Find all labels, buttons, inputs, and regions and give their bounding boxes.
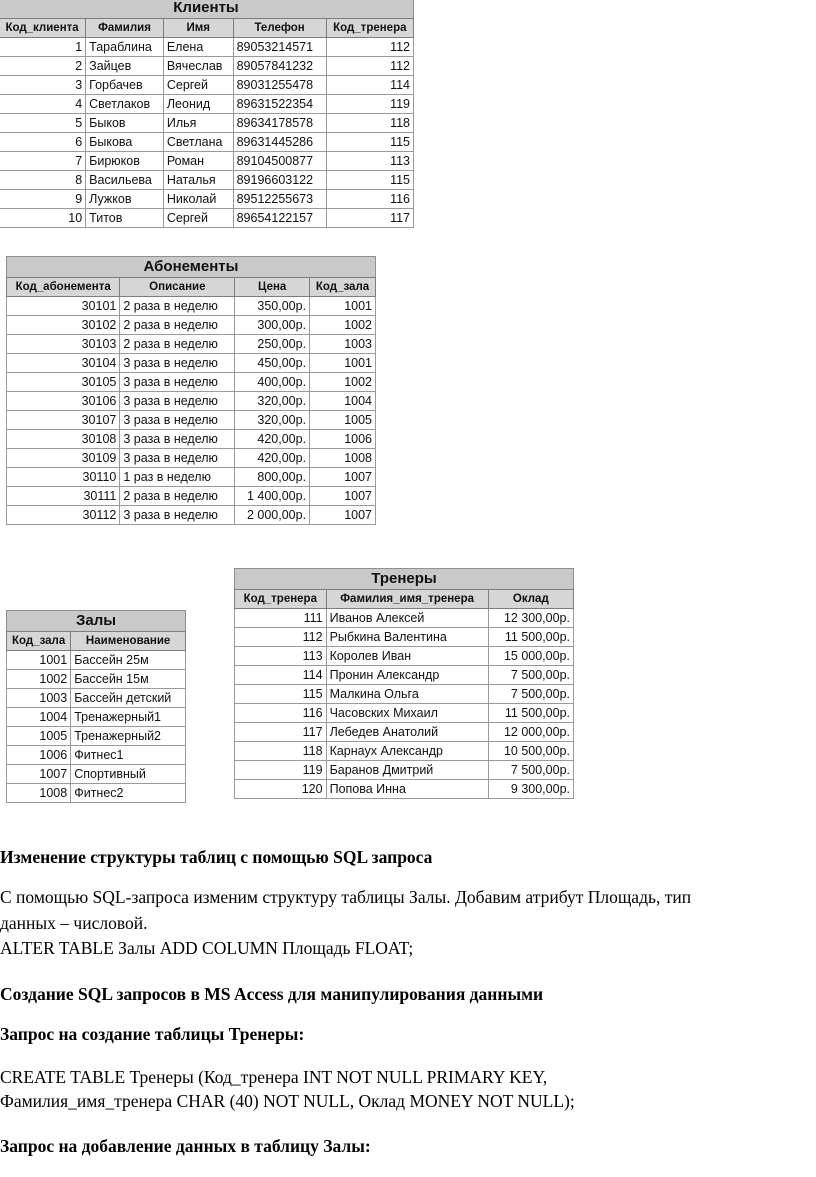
- table-cell: 112: [326, 57, 413, 76]
- table-row: [235, 761, 574, 780]
- table-cell: 115: [235, 685, 327, 704]
- table-cell: 2 000,00р.: [235, 506, 310, 525]
- sql-create-line2: Фамилия_имя_тренера CHAR (40) NOT NULL, Оклад MONEY NOT NULL);: [0, 1091, 575, 1111]
- column-header: Описание: [120, 278, 235, 297]
- table-row: [0, 38, 414, 57]
- table-cell: 400,00р.: [235, 373, 310, 392]
- table-cell: 420,00р.: [235, 430, 310, 449]
- table-cell: 117: [326, 209, 413, 228]
- table-cell: 7: [0, 152, 86, 171]
- table-cell: 1008: [7, 784, 71, 803]
- table-cell: Бассейн 15м: [71, 670, 186, 689]
- heading-create-queries: Создание SQL запросов в MS Access для манипулирования данными: [0, 984, 544, 1004]
- table-cell: Быков: [86, 114, 164, 133]
- table-cell: 1007: [310, 487, 376, 506]
- table-header-row: [0, 19, 414, 38]
- table-row: [7, 373, 376, 392]
- table-cell: Лужков: [86, 190, 164, 209]
- table-cell: Николай: [163, 190, 233, 209]
- table-cell: Фитнес1: [71, 746, 186, 765]
- table-cell: Горбачев: [86, 76, 164, 95]
- table-cell: Светлаков: [86, 95, 164, 114]
- table-row: [235, 723, 574, 742]
- table-cell: Бирюков: [86, 152, 164, 171]
- table-cell: 30107: [7, 411, 120, 430]
- table-row: [7, 430, 376, 449]
- table-cell: 1 раз в неделю: [120, 468, 235, 487]
- table-cell: Малкина Ольга: [326, 685, 488, 704]
- table-cell: 1001: [310, 354, 376, 373]
- table-cell: Спортивный: [71, 765, 186, 784]
- table-cell: 1003: [7, 689, 71, 708]
- table-cell: Рыбкина Валентина: [326, 628, 488, 647]
- table-cell: 3 раза в неделю: [120, 373, 235, 392]
- table-cell: 89634178578: [233, 114, 326, 133]
- table-cell: Васильева: [86, 171, 164, 190]
- table-cell: 12 000,00р.: [488, 723, 573, 742]
- table-row: [0, 190, 414, 209]
- table-cell: Елена: [163, 38, 233, 57]
- table-cell: 89631445286: [233, 133, 326, 152]
- table-row: [7, 765, 186, 784]
- paragraph-alter-line1: С помощью SQL-запроса изменим структуру таблицы Залы. Добавим атрибут Площадь, тип: [0, 887, 692, 907]
- table-row: [7, 411, 376, 430]
- table-row: [0, 57, 414, 76]
- table-cell: 1001: [7, 651, 71, 670]
- table-cell: 89031255478: [233, 76, 326, 95]
- table-cell: 89057841232: [233, 57, 326, 76]
- table-row: [7, 708, 186, 727]
- table-row: [7, 392, 376, 411]
- sql-create-line1: CREATE TABLE Тренеры (Код_тренера INT NOT NULL PRIMARY KEY,: [0, 1067, 548, 1087]
- table-row: [7, 689, 186, 708]
- table-cell: Бассейн 25м: [71, 651, 186, 670]
- column-header: Оклад: [488, 590, 573, 609]
- table-row: [0, 76, 414, 95]
- table-cell: 112: [326, 38, 413, 57]
- table-cell: 1008: [310, 449, 376, 468]
- table-cell: 30111: [7, 487, 120, 506]
- table-row: [235, 704, 574, 723]
- table-cell: 89512255673: [233, 190, 326, 209]
- table-row: [7, 746, 186, 765]
- table-row: [235, 742, 574, 761]
- table-cell: Вячеслав: [163, 57, 233, 76]
- table-cell: Фитнес2: [71, 784, 186, 803]
- heading-create-trainers: Запрос на создание таблицы Тренеры:: [0, 1024, 305, 1044]
- table-row: [235, 685, 574, 704]
- table-row: [7, 354, 376, 373]
- column-header: Код_зала: [310, 278, 376, 297]
- table-row: [0, 95, 414, 114]
- table-cell: 30104: [7, 354, 120, 373]
- table-row: [7, 335, 376, 354]
- table-cell: 112: [235, 628, 327, 647]
- table-cell: 3: [0, 76, 86, 95]
- table-cell: 320,00р.: [235, 392, 310, 411]
- table-cell: 116: [326, 190, 413, 209]
- table-cell: 1005: [310, 411, 376, 430]
- table-cell: 118: [235, 742, 327, 761]
- table-cell: 111: [235, 609, 327, 628]
- table-cell: 450,00р.: [235, 354, 310, 373]
- halls-table-title: Залы: [6, 610, 186, 631]
- table-cell: 115: [326, 171, 413, 190]
- table-cell: 9: [0, 190, 86, 209]
- table-row: [235, 628, 574, 647]
- table-row: [0, 133, 414, 152]
- table-header-row: [235, 590, 574, 609]
- table-cell: 1005: [7, 727, 71, 746]
- table-cell: Часовских Михаил: [326, 704, 488, 723]
- trainers-table: [234, 568, 574, 799]
- table-cell: 89196603122: [233, 171, 326, 190]
- table-cell: 30101: [7, 297, 120, 316]
- table-cell: 1004: [7, 708, 71, 727]
- heading-insert-halls: Запрос на добавление данных в таблицу Залы:: [0, 1136, 371, 1156]
- table-cell: Илья: [163, 114, 233, 133]
- table-cell: 30110: [7, 468, 120, 487]
- table-row: [7, 468, 376, 487]
- table-cell: 1006: [310, 430, 376, 449]
- table-cell: 2: [0, 57, 86, 76]
- table-cell: 9 300,00р.: [488, 780, 573, 799]
- table-cell: 1001: [310, 297, 376, 316]
- table-cell: 2 раза в неделю: [120, 297, 235, 316]
- table-cell: 120: [235, 780, 327, 799]
- table-cell: 6: [0, 133, 86, 152]
- table-cell: Быкова: [86, 133, 164, 152]
- table-cell: 113: [235, 647, 327, 666]
- table-cell: 114: [326, 76, 413, 95]
- table-row: [7, 316, 376, 335]
- subscriptions-table-title: Абонементы: [6, 256, 376, 277]
- table-cell: 300,00р.: [235, 316, 310, 335]
- table-cell: 115: [326, 133, 413, 152]
- table-cell: 1006: [7, 746, 71, 765]
- table-cell: 1002: [310, 316, 376, 335]
- table-cell: 113: [326, 152, 413, 171]
- table-cell: 800,00р.: [235, 468, 310, 487]
- table-cell: 1002: [7, 670, 71, 689]
- clients-table: [0, 0, 414, 228]
- table-cell: 7 500,00р.: [488, 761, 573, 780]
- table-row: [7, 727, 186, 746]
- table-cell: 3 раза в неделю: [120, 449, 235, 468]
- table-row: [235, 647, 574, 666]
- table-row: [7, 449, 376, 468]
- column-header: Наименование: [71, 632, 186, 651]
- table-cell: 1002: [310, 373, 376, 392]
- column-header: Имя: [163, 19, 233, 38]
- table-cell: 30108: [7, 430, 120, 449]
- table-cell: 10: [0, 209, 86, 228]
- column-header: Фамилия: [86, 19, 164, 38]
- table-cell: 89104500877: [233, 152, 326, 171]
- table-cell: 3 раза в неделю: [120, 392, 235, 411]
- table-cell: Титов: [86, 209, 164, 228]
- table-cell: 7 500,00р.: [488, 685, 573, 704]
- table-cell: Роман: [163, 152, 233, 171]
- table-cell: Карнаух Александр: [326, 742, 488, 761]
- column-header: Фамилия_имя_тренера: [326, 590, 488, 609]
- table-cell: 10 500,00р.: [488, 742, 573, 761]
- table-cell: 30109: [7, 449, 120, 468]
- column-header: Код_тренера: [235, 590, 327, 609]
- table-row: [0, 171, 414, 190]
- table-cell: 30103: [7, 335, 120, 354]
- table-cell: 7 500,00р.: [488, 666, 573, 685]
- table-cell: Наталья: [163, 171, 233, 190]
- table-cell: 5: [0, 114, 86, 133]
- table-cell: Светлана: [163, 133, 233, 152]
- column-header: Цена: [235, 278, 310, 297]
- table-cell: Сергей: [163, 209, 233, 228]
- table-cell: Бассейн детский: [71, 689, 186, 708]
- table-header-row: [7, 632, 186, 651]
- table-cell: 15 000,00р.: [488, 647, 573, 666]
- table-cell: 89053214571: [233, 38, 326, 57]
- table-cell: 30105: [7, 373, 120, 392]
- table-cell: 12 300,00р.: [488, 609, 573, 628]
- table-cell: 4: [0, 95, 86, 114]
- table-cell: 2 раза в неделю: [120, 487, 235, 506]
- table-cell: 8: [0, 171, 86, 190]
- table-cell: 1004: [310, 392, 376, 411]
- table-cell: Леонид: [163, 95, 233, 114]
- table-cell: Баранов Дмитрий: [326, 761, 488, 780]
- table-cell: Иванов Алексей: [326, 609, 488, 628]
- table-cell: 30102: [7, 316, 120, 335]
- halls-table: [6, 610, 186, 803]
- subscriptions-table: [6, 256, 376, 525]
- table-cell: Тараблина: [86, 38, 164, 57]
- table-cell: 119: [326, 95, 413, 114]
- table-row: [7, 506, 376, 525]
- table-cell: 1007: [7, 765, 71, 784]
- table-cell: 117: [235, 723, 327, 742]
- table-cell: 1 400,00р.: [235, 487, 310, 506]
- table-row: [235, 609, 574, 628]
- table-row: [0, 209, 414, 228]
- table-cell: 3 раза в неделю: [120, 411, 235, 430]
- table-cell: 250,00р.: [235, 335, 310, 354]
- table-row: [7, 651, 186, 670]
- column-header: Телефон: [233, 19, 326, 38]
- paragraph-alter-line2: данных – числовой.: [0, 913, 148, 933]
- table-cell: 2 раза в неделю: [120, 316, 235, 335]
- table-cell: 1007: [310, 506, 376, 525]
- table-cell: Королев Иван: [326, 647, 488, 666]
- table-cell: 119: [235, 761, 327, 780]
- table-cell: 114: [235, 666, 327, 685]
- table-cell: Попова Инна: [326, 780, 488, 799]
- table-cell: 1007: [310, 468, 376, 487]
- table-cell: 3 раза в неделю: [120, 506, 235, 525]
- table-cell: 1003: [310, 335, 376, 354]
- table-cell: Пронин Александр: [326, 666, 488, 685]
- table-cell: 3 раза в неделю: [120, 430, 235, 449]
- table-cell: Тренажерный1: [71, 708, 186, 727]
- column-header: Код_абонемента: [7, 278, 120, 297]
- column-header: Код_клиента: [0, 19, 86, 38]
- table-cell: Сергей: [163, 76, 233, 95]
- table-row: [7, 487, 376, 506]
- table-cell: 1: [0, 38, 86, 57]
- trainers-table-title: Тренеры: [234, 568, 574, 589]
- table-row: [0, 114, 414, 133]
- table-cell: 350,00р.: [235, 297, 310, 316]
- clients-table-title: Клиенты: [0, 0, 414, 18]
- column-header: Код_тренера: [326, 19, 413, 38]
- table-cell: 116: [235, 704, 327, 723]
- table-row: [0, 152, 414, 171]
- table-row: [7, 784, 186, 803]
- table-cell: Тренажерный2: [71, 727, 186, 746]
- table-row: [235, 666, 574, 685]
- table-cell: 420,00р.: [235, 449, 310, 468]
- table-row: [235, 780, 574, 799]
- table-cell: Лебедев Анатолий: [326, 723, 488, 742]
- table-header-row: [7, 278, 376, 297]
- table-cell: 3 раза в неделю: [120, 354, 235, 373]
- table-cell: 320,00р.: [235, 411, 310, 430]
- heading-alter-structure: Изменение структуры таблиц с помощью SQL запроса: [0, 847, 433, 867]
- table-row: [7, 670, 186, 689]
- table-cell: 89654122157: [233, 209, 326, 228]
- table-cell: 2 раза в неделю: [120, 335, 235, 354]
- table-cell: 30112: [7, 506, 120, 525]
- table-cell: 11 500,00р.: [488, 628, 573, 647]
- table-row: [7, 297, 376, 316]
- sql-alter-statement: ALTER TABLE Залы ADD COLUMN Площадь FLOAT;: [0, 938, 414, 958]
- table-cell: Зайцев: [86, 57, 164, 76]
- column-header: Код_зала: [7, 632, 71, 651]
- table-cell: 118: [326, 114, 413, 133]
- table-cell: 89631522354: [233, 95, 326, 114]
- table-cell: 11 500,00р.: [488, 704, 573, 723]
- table-cell: 30106: [7, 392, 120, 411]
